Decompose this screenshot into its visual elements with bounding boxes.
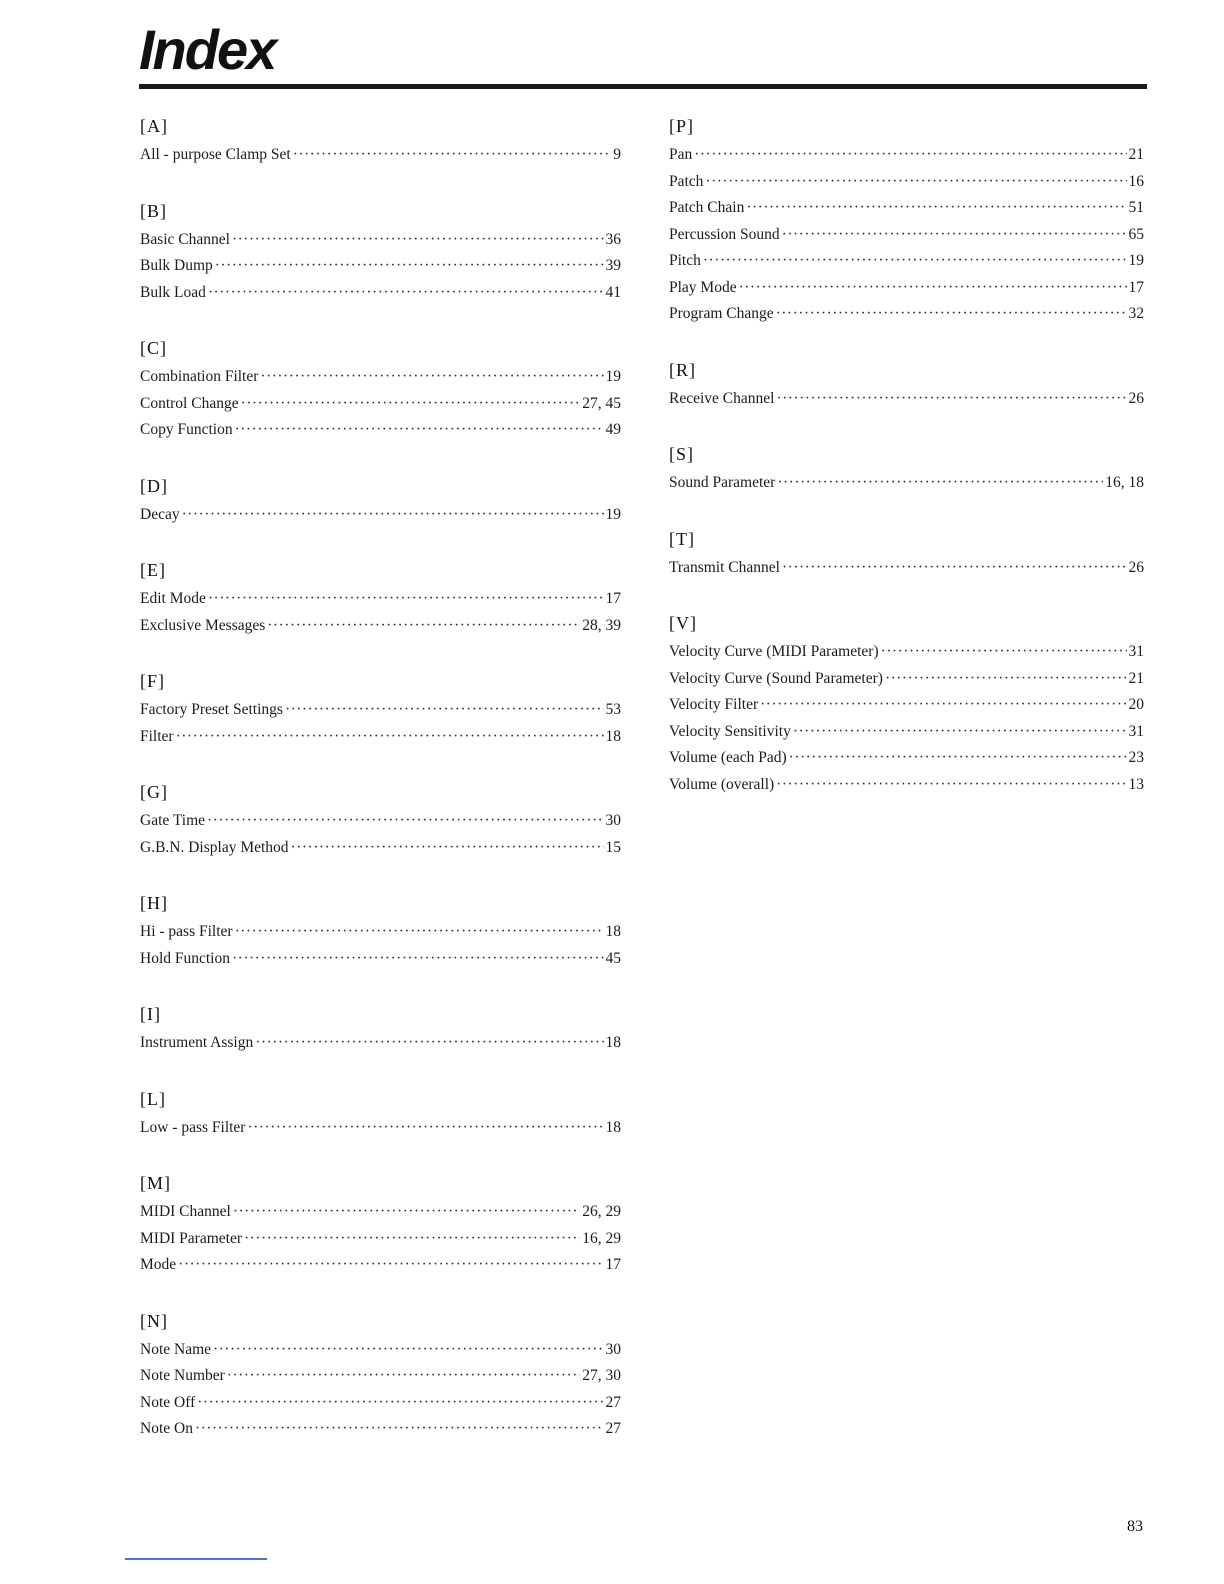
index-entry[interactable] — [669, 301, 1144, 328]
entry-page-ref: 13 — [1128, 775, 1144, 793]
section-letter-heading: [B] — [140, 200, 167, 221]
section-letter-heading: [D] — [140, 475, 168, 496]
dot-leader — [195, 1416, 604, 1443]
index-section — [669, 354, 1144, 413]
index-entry[interactable] — [140, 227, 621, 254]
dot-leader — [782, 555, 1127, 582]
index-entry[interactable] — [669, 195, 1144, 222]
dot-leader — [213, 1337, 603, 1364]
entry-page-ref: 23 — [1128, 749, 1144, 766]
section-letter-heading: [P] — [669, 116, 694, 136]
section-letter-heading: [F] — [140, 671, 165, 691]
section-letter-heading: [E] — [140, 560, 166, 580]
index-entry[interactable] — [669, 386, 1144, 413]
entry-term: Combination Filter — [140, 368, 259, 385]
index-entry[interactable] — [140, 1199, 621, 1226]
entry-term: Volume (each Pad) — [669, 749, 787, 766]
entry-page-ref: 30 — [605, 812, 621, 829]
entry-term: Note Name — [140, 1340, 212, 1358]
entry-page-ref: 26 — [1128, 558, 1144, 576]
dot-leader — [293, 142, 612, 169]
dot-leader — [285, 697, 604, 724]
dot-leader — [782, 222, 1127, 249]
entry-term: Filter — [140, 727, 174, 745]
index-entry[interactable] — [669, 666, 1144, 693]
index-section — [140, 195, 621, 307]
index-entry[interactable] — [669, 142, 1144, 169]
index-entry[interactable] — [669, 772, 1144, 799]
entry-term: Velocity Sensitivity — [669, 722, 791, 740]
section-letter-heading: [I] — [140, 1004, 161, 1024]
entry-page-ref: 27 — [605, 1420, 621, 1437]
index-right-column — [669, 110, 1144, 824]
index-section — [669, 110, 1144, 328]
entry-term: Basic Channel — [140, 230, 230, 248]
dot-leader — [255, 1030, 603, 1057]
dot-leader — [227, 1363, 580, 1390]
entry-page-ref: 19 — [605, 505, 621, 523]
dot-leader — [789, 745, 1127, 772]
entry-term: Volume (overall) — [669, 775, 775, 793]
dot-leader — [705, 169, 1126, 196]
index-entry[interactable] — [140, 1115, 621, 1142]
dot-leader — [885, 666, 1127, 693]
entry-page-ref: 17 — [605, 590, 621, 607]
index-entry[interactable] — [140, 142, 621, 169]
entry-term: Hold Function — [140, 949, 230, 967]
dot-leader — [208, 280, 604, 307]
entry-page-ref: 41 — [605, 283, 621, 301]
index-section — [669, 523, 1144, 582]
entry-page-ref: 27, 45 — [582, 394, 621, 412]
index-entry[interactable] — [140, 919, 621, 946]
dot-leader — [703, 248, 1127, 275]
entry-term: Decay — [140, 505, 180, 523]
index-entry[interactable] — [140, 946, 621, 973]
section-letter-heading: [H] — [140, 893, 168, 913]
entry-term: Gate Time — [140, 812, 206, 829]
entry-term: Pitch — [669, 252, 701, 269]
index-entry[interactable] — [140, 1363, 621, 1390]
dot-leader — [881, 639, 1127, 666]
dot-leader — [694, 142, 1126, 169]
entry-page-ref: 21 — [1128, 669, 1144, 687]
dot-leader — [235, 919, 604, 946]
dot-leader — [182, 502, 604, 529]
index-entry[interactable] — [140, 502, 621, 529]
page-title: Index — [139, 18, 276, 81]
index-entry[interactable] — [669, 555, 1144, 582]
dot-leader — [215, 253, 604, 280]
index-section — [140, 332, 621, 444]
entry-page-ref: 19 — [1128, 252, 1144, 269]
index-entry[interactable] — [140, 1252, 621, 1279]
dot-leader — [291, 835, 604, 862]
entry-page-ref: 21 — [1128, 146, 1144, 163]
index-section — [140, 776, 621, 861]
entry-term: Velocity Filter — [669, 696, 759, 713]
entry-page-ref: 9 — [613, 146, 621, 163]
entry-term: Factory Preset Settings — [140, 701, 283, 718]
dot-leader — [207, 808, 603, 835]
section-letter-heading: [L] — [140, 1088, 166, 1109]
dot-leader — [793, 719, 1127, 746]
section-letter-heading: [A] — [140, 116, 168, 136]
entry-page-ref: 17 — [1128, 278, 1144, 296]
entry-page-ref: 20 — [1128, 696, 1144, 713]
entry-page-ref: 16, 18 — [1105, 474, 1144, 491]
entry-page-ref: 19 — [605, 368, 621, 385]
index-section — [140, 665, 621, 750]
index-entry[interactable] — [140, 724, 621, 751]
index-entry[interactable] — [669, 639, 1144, 666]
entry-term: Note Off — [140, 1393, 196, 1411]
entry-page-ref: 27, 30 — [582, 1367, 621, 1384]
entry-page-ref: 18 — [605, 727, 621, 745]
entry-term: Mode — [140, 1256, 177, 1273]
dot-leader — [197, 1390, 603, 1417]
index-section — [140, 887, 621, 972]
entry-page-ref: 65 — [1128, 225, 1144, 243]
dot-leader — [777, 470, 1103, 497]
entry-page-ref: 45 — [605, 949, 621, 967]
index-entry[interactable] — [140, 364, 621, 391]
entry-term: Instrument Assign — [140, 1034, 254, 1051]
entry-page-ref: 36 — [605, 230, 621, 248]
index-entry[interactable] — [669, 745, 1144, 772]
entry-term: Low - pass Filter — [140, 1118, 246, 1136]
dot-leader — [176, 724, 604, 751]
index-section — [140, 110, 621, 169]
index-entry[interactable] — [669, 275, 1144, 302]
dot-leader — [739, 275, 1127, 302]
index-entry[interactable] — [140, 391, 621, 418]
entry-term: Control Change — [140, 394, 239, 412]
dot-leader — [208, 586, 604, 613]
entry-term: Play Mode — [669, 278, 737, 296]
dot-leader — [233, 1199, 580, 1226]
entry-page-ref: 28, 39 — [582, 616, 621, 634]
index-section — [140, 1083, 621, 1142]
entry-term: Velocity Curve (Sound Parameter) — [669, 669, 883, 687]
footer-link-line — [125, 1558, 267, 1560]
dot-leader — [241, 391, 581, 418]
entry-page-ref: 31 — [1128, 722, 1144, 740]
index-entry[interactable] — [140, 697, 621, 724]
dot-leader — [776, 386, 1126, 413]
entry-term: Receive Channel — [669, 389, 775, 407]
dot-leader — [267, 613, 580, 640]
index-section — [140, 470, 621, 529]
index-entry[interactable] — [140, 1030, 621, 1057]
index-entry[interactable] — [140, 1337, 621, 1364]
index-section — [669, 438, 1144, 497]
entry-term: Bulk Dump — [140, 257, 213, 274]
entry-term: Percussion Sound — [669, 225, 780, 243]
index-entry[interactable] — [140, 586, 621, 613]
entry-term: Note On — [140, 1420, 193, 1437]
entry-page-ref: 39 — [605, 257, 621, 274]
section-letter-heading: [M] — [140, 1173, 171, 1193]
entry-page-ref: 18 — [605, 923, 621, 940]
index-entry[interactable] — [669, 222, 1144, 249]
index-entry[interactable] — [669, 169, 1144, 196]
entry-term: Sound Parameter — [669, 474, 776, 491]
entry-page-ref: 51 — [1128, 199, 1144, 216]
index-entry[interactable] — [140, 1390, 621, 1417]
entry-term: Copy Function — [140, 421, 233, 438]
entry-term: All - purpose Clamp Set — [140, 146, 291, 163]
index-entry[interactable] — [140, 1416, 621, 1443]
section-letter-heading: [N] — [140, 1310, 168, 1331]
entry-term: Note Number — [140, 1367, 225, 1384]
index-section — [140, 554, 621, 639]
entry-page-ref: 15 — [605, 838, 621, 856]
index-entry[interactable] — [669, 470, 1144, 497]
index-entry[interactable] — [140, 1226, 621, 1253]
entry-term: MIDI Channel — [140, 1203, 231, 1220]
entry-page-ref: 49 — [605, 421, 621, 438]
entry-page-ref: 16 — [1128, 172, 1144, 190]
section-letter-heading: [R] — [669, 359, 696, 380]
dot-leader — [776, 301, 1127, 328]
entry-page-ref: 31 — [1128, 643, 1144, 660]
entry-term: Patch — [669, 172, 704, 190]
entry-term: Patch Chain — [669, 199, 745, 216]
index-entry[interactable] — [140, 613, 621, 640]
dot-leader — [244, 1226, 580, 1253]
index-entry[interactable] — [669, 692, 1144, 719]
dot-leader — [235, 417, 604, 444]
entry-term: Velocity Curve (MIDI Parameter) — [669, 643, 879, 660]
index-section — [140, 1305, 621, 1443]
dot-leader — [178, 1252, 603, 1279]
index-section — [140, 998, 621, 1057]
dot-leader — [760, 692, 1126, 719]
dot-leader — [232, 946, 604, 973]
entry-term: MIDI Parameter — [140, 1229, 242, 1247]
dot-leader — [247, 1115, 603, 1142]
index-entry[interactable] — [140, 808, 621, 835]
index-entry[interactable] — [140, 417, 621, 444]
index-entry[interactable] — [669, 719, 1144, 746]
dot-leader — [776, 772, 1126, 799]
index-entry[interactable] — [140, 280, 621, 307]
index-entry[interactable] — [669, 248, 1144, 275]
entry-page-ref: 26 — [1128, 389, 1144, 407]
section-letter-heading: [T] — [669, 528, 695, 549]
entry-term: G.B.N. Display Method — [140, 838, 289, 856]
entry-page-ref: 30 — [605, 1340, 621, 1358]
index-section — [140, 1167, 621, 1279]
page-number: 83 — [1127, 1518, 1143, 1535]
dot-leader — [746, 195, 1126, 222]
dot-leader — [232, 227, 604, 254]
entry-page-ref: 18 — [605, 1118, 621, 1136]
dot-leader — [260, 364, 603, 391]
entry-page-ref: 53 — [605, 701, 621, 718]
entry-term: Edit Mode — [140, 590, 206, 607]
index-section — [669, 607, 1144, 798]
entry-term: Exclusive Messages — [140, 616, 266, 634]
entry-page-ref: 16, 29 — [582, 1229, 621, 1247]
entry-term: Bulk Load — [140, 283, 206, 301]
index-entry[interactable] — [140, 835, 621, 862]
entry-page-ref: 17 — [605, 1256, 621, 1273]
entry-term: Pan — [669, 146, 693, 163]
section-letter-heading: [C] — [140, 338, 167, 358]
entry-term: Hi - pass Filter — [140, 923, 233, 940]
section-letter-heading: [G] — [140, 782, 168, 802]
entry-page-ref: 27 — [605, 1393, 621, 1411]
section-letter-heading: [S] — [669, 444, 694, 464]
index-left-column — [140, 110, 621, 1469]
entry-page-ref: 18 — [605, 1034, 621, 1051]
title-rule — [139, 84, 1147, 89]
entry-term: Transmit Channel — [669, 558, 780, 576]
entry-term: Program Change — [669, 305, 774, 322]
index-entry[interactable] — [140, 253, 621, 280]
entry-page-ref: 26, 29 — [582, 1203, 621, 1220]
section-letter-heading: [V] — [669, 613, 697, 633]
entry-page-ref: 32 — [1128, 305, 1144, 322]
